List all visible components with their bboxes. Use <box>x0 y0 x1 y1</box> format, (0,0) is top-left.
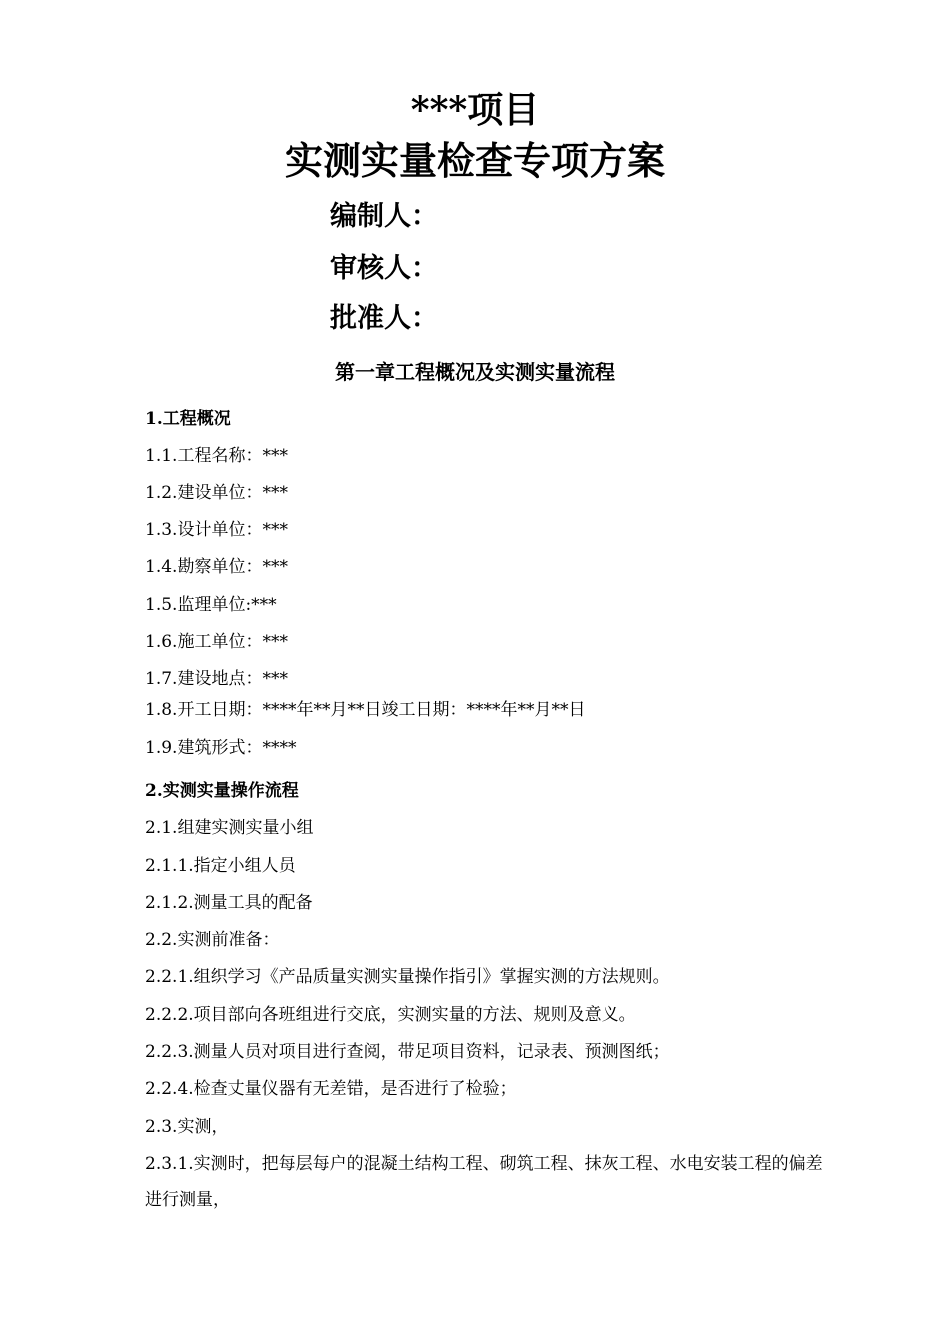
overview-item-building-form: 1.9.建筑形式：**** <box>145 738 297 758</box>
process-item-tools: 2.1.2.测量工具的配备 <box>145 893 313 913</box>
process-item-check-instruments: 2.2.4.检查丈量仪器有无差错，是否进行了检验； <box>145 1079 517 1099</box>
signature-compiler: 编制人： <box>330 201 438 232</box>
overview-item-developer: 1.2.建设单位：*** <box>145 483 288 503</box>
process-item-review-materials: 2.2.3.测量人员对项目进行查阅，带足项目资料，记录表、预测图纸； <box>145 1042 670 1062</box>
overview-item-project-name: 1.1.工程名称：*** <box>145 446 288 466</box>
signature-approver: 批准人： <box>330 303 438 334</box>
process-item-measure-detail: 2.3.1.实测时，把每层每户的混凝土结构工程、砌筑工程、抹灰工程、水电安装工程的偏差进行测量， <box>145 1154 823 1210</box>
section-heading-overview: 1.工程概况 <box>145 409 231 429</box>
chapter-title: 第一章工程概况及实测实量流程 <box>335 360 615 384</box>
process-item-form-team: 2.1.组建实测实量小组 <box>145 818 314 838</box>
section-heading-process: 2.实测实量操作流程 <box>145 781 299 801</box>
overview-item-dates: 1.8.开工日期：****年**月**日竣工日期：****年**月**日 <box>145 700 586 720</box>
process-item-preparation: 2.2.实测前准备： <box>145 930 280 950</box>
document-title-project: ***项目 <box>410 89 540 131</box>
document-title-plan: 实测实量检查专项方案 <box>284 138 665 183</box>
process-item-measure: 2.3.实测， <box>145 1117 229 1137</box>
overview-item-contractor: 1.6.施工单位：*** <box>145 632 288 652</box>
signature-reviewer: 审核人： <box>330 253 438 284</box>
process-item-study-guide: 2.2.1.组织学习《产品质量实测实量操作指引》掌握实测的方法规则。 <box>145 967 670 987</box>
overview-item-surveyor: 1.4.勘察单位：*** <box>145 557 288 577</box>
process-item-briefing: 2.2.2.项目部向各班组进行交底，实测实量的方法、规则及意义。 <box>145 1005 636 1025</box>
overview-item-supervisor: 1.5.监理单位:*** <box>145 595 277 615</box>
overview-item-designer: 1.3.设计单位：*** <box>145 520 288 540</box>
process-item-assign-members: 2.1.1.指定小组人员 <box>145 856 296 876</box>
overview-item-location: 1.7.建设地点：*** <box>145 669 288 689</box>
